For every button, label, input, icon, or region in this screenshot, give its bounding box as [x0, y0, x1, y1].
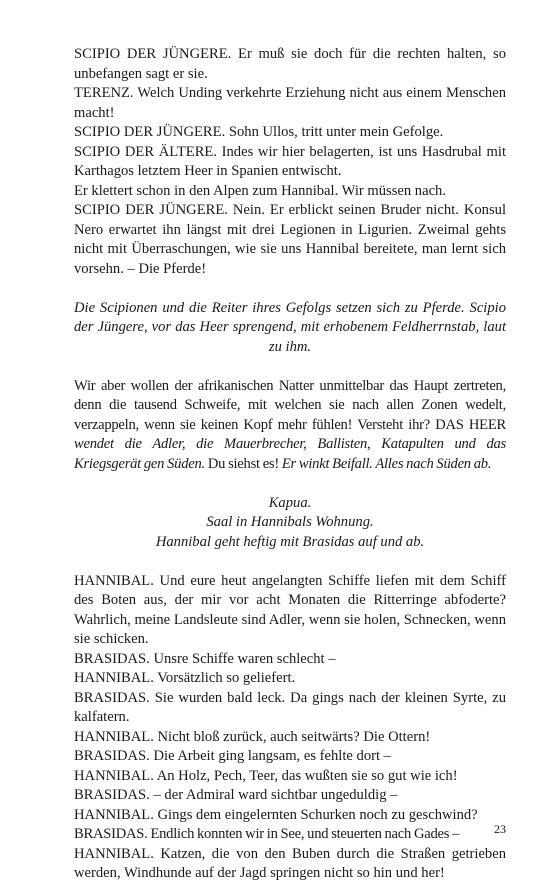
dialogue-line: BRASIDAS. Unsre Schiffe waren schlecht –	[74, 650, 336, 667]
dialogue-line: Er klettert schon in den Alpen zum Hannibal. Wir müssen nach.	[74, 182, 447, 199]
dialogue-line: HANNIBAL. Und eure heut angelangten Schiffe liefen mit dem Schiff des Boten aus, der mir vor acht Monaten die Ritterringe abfoderte? Wahrlich, meine Landsleute sind Adler, wenn sie holen, Schnecken, wenn sie schicken.	[74, 572, 506, 647]
dialogue-line: SCIPIO DER JÜNGERE. Nein. Er erblickt seinen Bruder nicht. Konsul Nero erwartet ihn längst mit drei Legionen in Ligurien. Zweimal gehts nicht mit Überraschungen, wie sie uns Hannibal bereitete, man lernt sich vorsehn. – Die Pferde!	[74, 202, 506, 277]
dialogue-line: BRASIDAS. Endlich konnten wir in See, und steuerten nach Gades –	[74, 826, 460, 842]
dialogue-line: HANNIBAL. Vorsätzlich so geliefert.	[74, 670, 296, 686]
speech-text: Wir aber wollen der afrikanischen Natter unmittelbar das Haupt zertreten, denn die tausend Schweife, mit welchen sie nach allen Zonen wedelt, verzappeln, wenn sie keinen Kopf mehr fühlen! Versteht ihr?	[74, 377, 506, 433]
speech-paragraph	[74, 377, 506, 475]
speech-text: Du siehst es!	[207, 455, 279, 472]
scene-setting: Saal in Hannibals Wohnung.	[206, 514, 374, 530]
stage-direction: Die Scipionen und die Reiter ihres Gefolgs setzen sich zu Pferde. Scipio der Jüngere, vor das Heer sprengend, mit erhobenem Feldherrnstab, laut zu ihm.	[74, 299, 506, 355]
dialogue-line: TERENZ. Welch Unding verkehrte Erziehung nicht aus einem Menschen macht!	[74, 85, 506, 121]
scene-location: Kapua.	[268, 494, 312, 511]
page-text	[74, 45, 506, 884]
dialogue-line: HANNIBAL. Katzen, die von den Buben durch die Straßen getrieben werden, Windhunde auf der Jagd springen nicht so hin und her!	[74, 845, 506, 881]
dialogue-line: HANNIBAL. Gings dem eingelernten Schurken noch zu geschwind?	[74, 806, 478, 823]
speaker-name: DAS HEER	[435, 416, 506, 433]
stage-direction-inline: Er winkt Beifall. Alles nach Süden ab.	[281, 455, 492, 472]
dialogue-line: SCIPIO DER JÜNGERE. Sohn Ullos, tritt unter mein Gefolge.	[74, 124, 444, 140]
dialogue-line: BRASIDAS. – der Admiral ward sichtbar ungeduldig –	[74, 787, 398, 803]
dialogue-line: HANNIBAL. Nicht bloß zurück, auch seitwärts? Die Ottern!	[74, 728, 431, 745]
dialogue-line: SCIPIO DER ÄLTERE. Indes wir hier belagerten, ist uns Hasdrubal mit Karthagos letztem Heer in Spanien entwischt.	[74, 143, 506, 179]
dialogue-line: BRASIDAS. Sie wurden bald leck. Da gings nach der kleinen Syrte, zu kalfatern.	[74, 689, 506, 725]
stage-direction-inline: wendet die Adler, die Mauerbrecher, Ballisten, Katapulten und das Kriegsgerät gen Süden.	[74, 436, 506, 472]
dialogue-line: HANNIBAL. An Holz, Pech, Teer, das wußten sie so gut wie ich!	[74, 767, 458, 784]
page-number: 23	[494, 822, 506, 836]
dialogue-line: SCIPIO DER JÜNGERE. Er muß sie doch für die rechten halten, so unbefangen sagt er sie.	[74, 46, 506, 82]
scene-direction: Hannibal geht heftig mit Brasidas auf und ab.	[155, 533, 425, 550]
dialogue-line: BRASIDAS. Die Arbeit ging langsam, es fehlte dort –	[74, 748, 391, 764]
